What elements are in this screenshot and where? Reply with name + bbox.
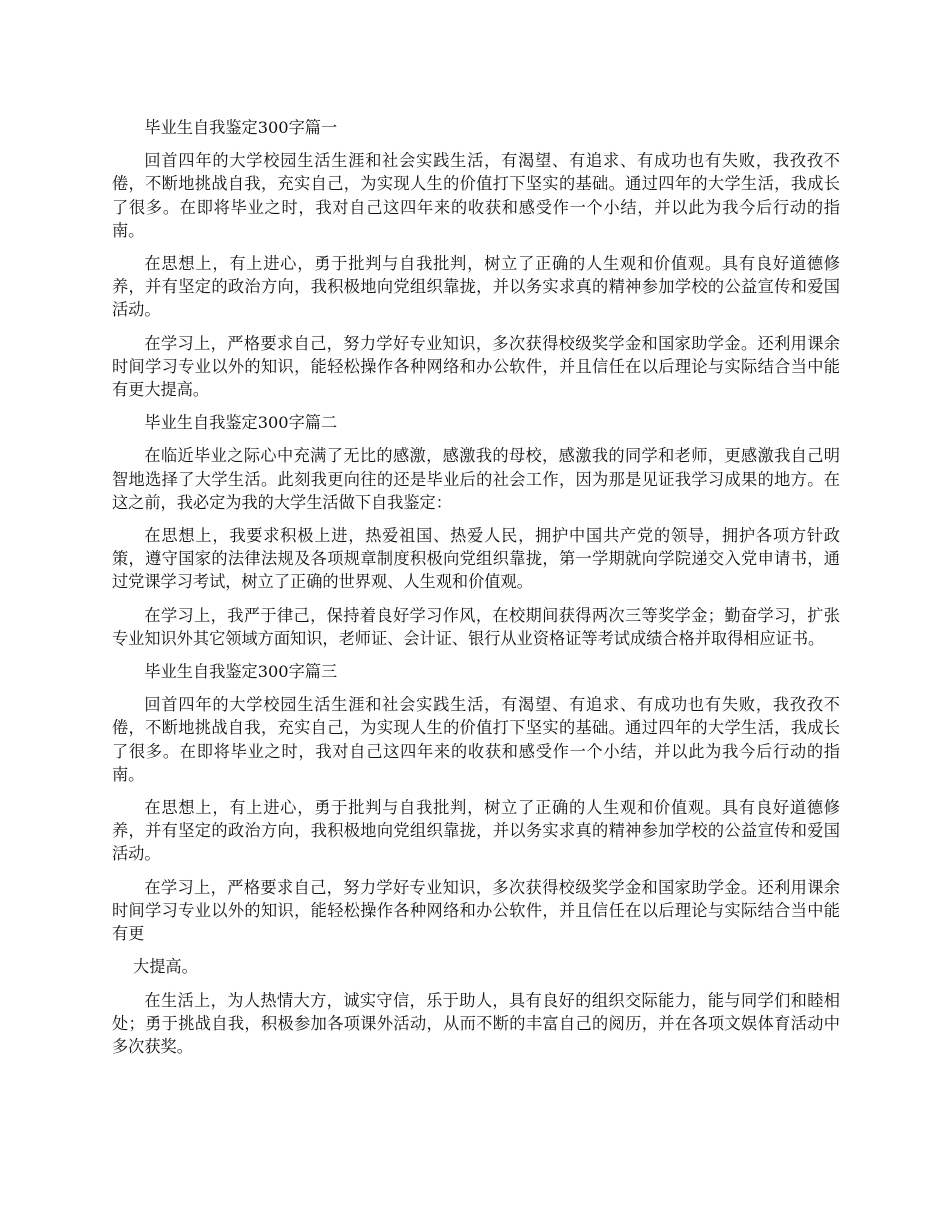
- document-page: [112, 116, 840, 1068]
- paragraph: 回首四年的大学校园生活生涯和社会实践生活，有渴望、有追求、有成功也有失败，我孜孜不倦，不断地挑战自我，充实自己，为实现人生的价值打下坚实的基础。通过四年的大学生活，我成长了很多。在即将毕业之时，我对自己这四年来的收获和感受作一个小结，并以此为我今后行动的指南。: [112, 695, 840, 784]
- paragraph: 在临近毕业之际心中充满了无比的感激，感激我的母校，感激我的同学和老师，更感激我自己明智地选择了大学生活。此刻我更向往的还是毕业后的社会工作，因为那是见证我学习成果的地方。在这之前，我必定为我的大学生活做下自我鉴定：: [112, 446, 840, 512]
- section-heading-1: 毕业生自我鉴定300字篇一: [144, 118, 338, 137]
- paragraph: 在学习上，严格要求自己，努力学好专业知识，多次获得校级奖学金和国家助学金。还利用课余时间学习专业以外的知识，能轻松操作各种网络和办公软件，并且信任在以后理论与实际结合当中能有更: [112, 877, 840, 944]
- paragraph: 回首四年的大学校园生活生涯和社会实践生活，有渴望、有追求、有成功也有失败，我孜孜不倦，不断地挑战自我，充实自己，为实现人生的价值打下坚实的基础。通过四年的大学生活，我成长了很多。在即将毕业之时，我对自己这四年来的收获和感受作一个小结，并以此为我今后行动的指南。: [112, 151, 840, 240]
- paragraph: 在思想上，我要求积极上进，热爱祖国、热爱人民，拥护中国共产党的领导，拥护各项方针政策，遵守国家的法律法规及各项规章制度积极向党组织靠拢，第一学期就向学院递交入党申请书，通过党课学习考试，树立了正确的世界观、人生观和价值观。: [112, 526, 840, 592]
- paragraph-continuation: 大提高。: [133, 957, 198, 977]
- paragraph: 在生活上，为人热情大方，诚实守信，乐于助人，具有良好的组织交际能力，能与同学们和睦相处；勇于挑战自我，积极参加各项课外活动，从而不断的丰富自己的阅历，并在各项文娱体育活动中多次获奖。: [112, 990, 840, 1056]
- section-heading-2: 毕业生自我鉴定300字篇二: [144, 413, 338, 433]
- paragraph: 在思想上，有上进心，勇于批判与自我批判，树立了正确的人生观和价值观。具有良好道德修养，并有坚定的政治方向，我积极地向党组织靠拢，并以务实求真的精神参加学校的公益宣传和爱国活动。: [112, 798, 840, 864]
- paragraph: 在学习上，严格要求自己，努力学好专业知识，多次获得校级奖学金和国家助学金。还利用课余时间学习专业以外的知识，能轻松操作各种网络和办公软件，并且信任在以后理论与实际结合当中能有更大提高。: [112, 333, 840, 400]
- paragraph: 在思想上，有上进心，勇于批判与自我批判，树立了正确的人生观和价值观。具有良好道德修养，并有坚定的政治方向，我积极地向党组织靠拢，并以务实求真的精神参加学校的公益宣传和爱国活动。: [112, 254, 840, 320]
- section-heading-3: 毕业生自我鉴定300字篇三: [144, 662, 338, 682]
- paragraph: 在学习上，我严于律己，保持着良好学习作风，在校期间获得两次三等奖学金；勤奋学习，扩张专业知识外其它领域方面知识，老师证、会计证、银行从业资格证等考试成绩合格并取得相应证书。: [112, 605, 840, 648]
